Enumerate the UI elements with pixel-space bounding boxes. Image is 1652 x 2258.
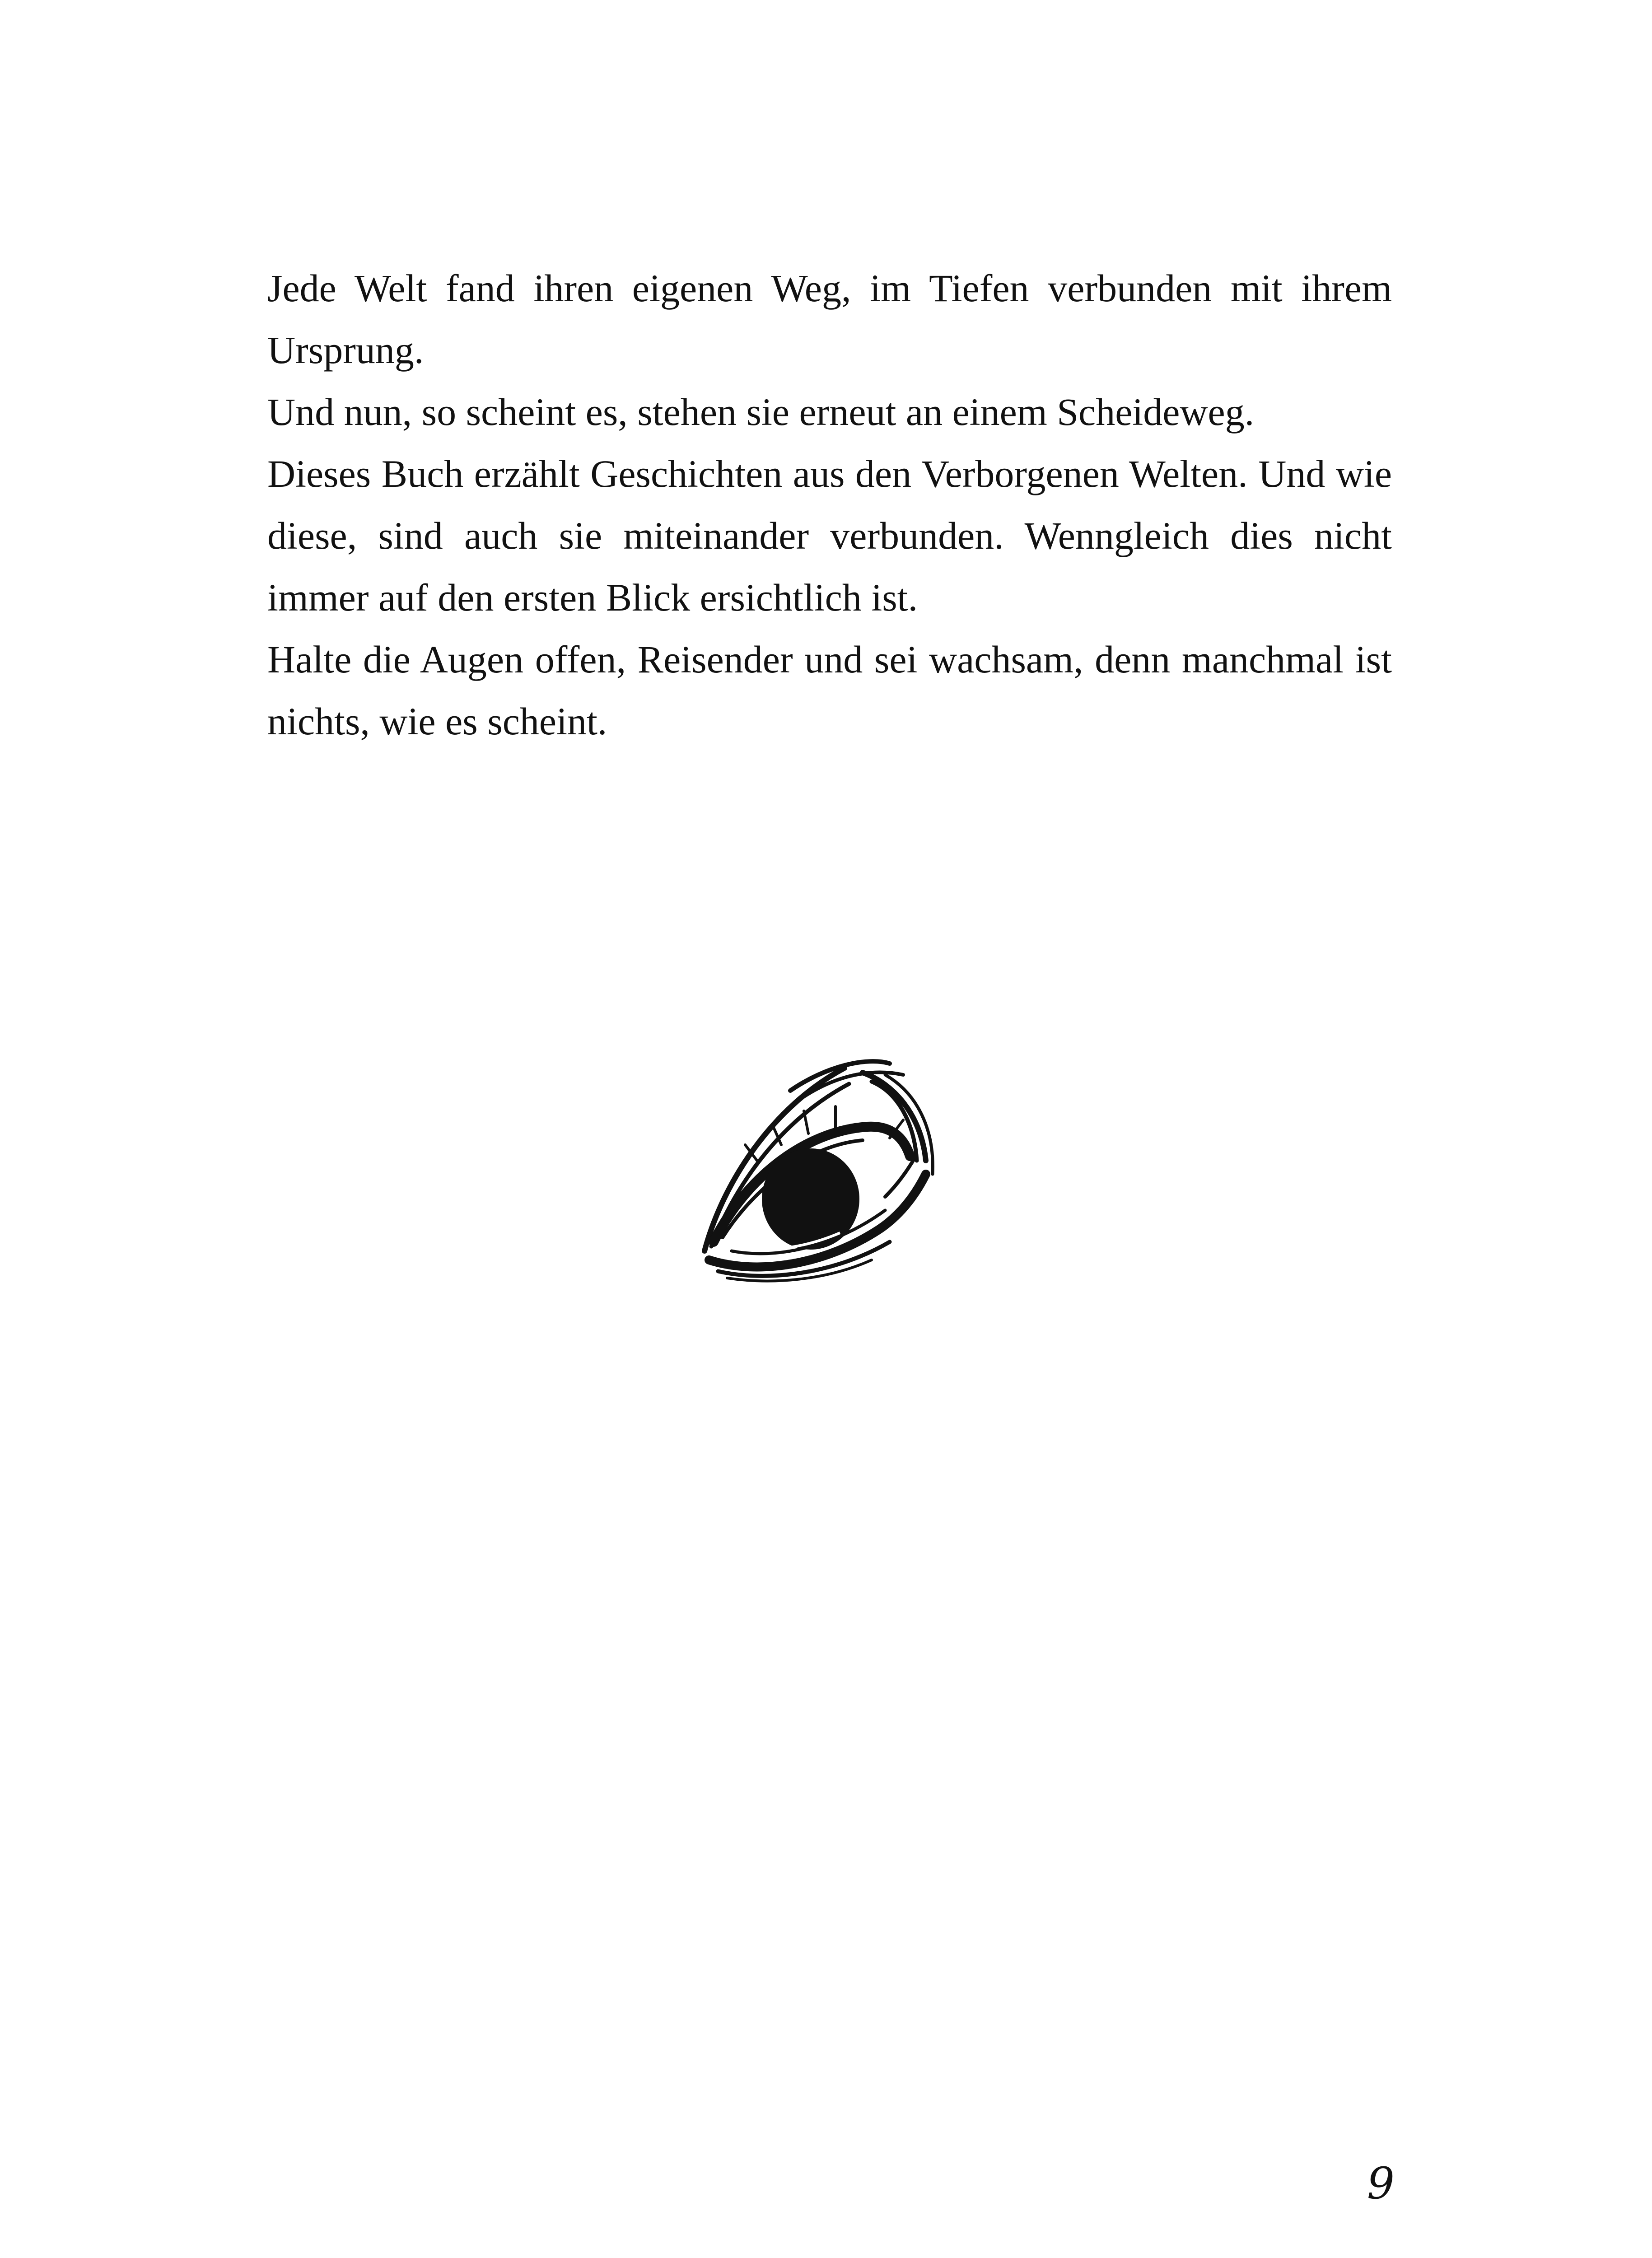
page-number: 9	[1367, 2158, 1395, 2209]
body-text	[267, 257, 1392, 752]
paragraph-3: Dieses Buch erzählt Geschichten aus den Verborgenen Welten. Und wie diese, sind auch sie miteinander verbunden. Wenngleich dies nicht immer auf den ersten Blick ersichtlich ist.	[267, 452, 1392, 619]
paragraph-4: Halte die Augen offen, Reisender und sei wachsam, denn manchmal ist nichts, wie es scheint.	[267, 638, 1392, 743]
eye-icon	[691, 1048, 944, 1283]
paragraph-1: Jede Welt fand ihren eigenen Weg, im Tiefen verbunden mit ihrem Ursprung.	[267, 266, 1392, 372]
paragraph-2: Und nun, so scheint es, stehen sie erneut an einem Scheideweg.	[267, 390, 1255, 434]
